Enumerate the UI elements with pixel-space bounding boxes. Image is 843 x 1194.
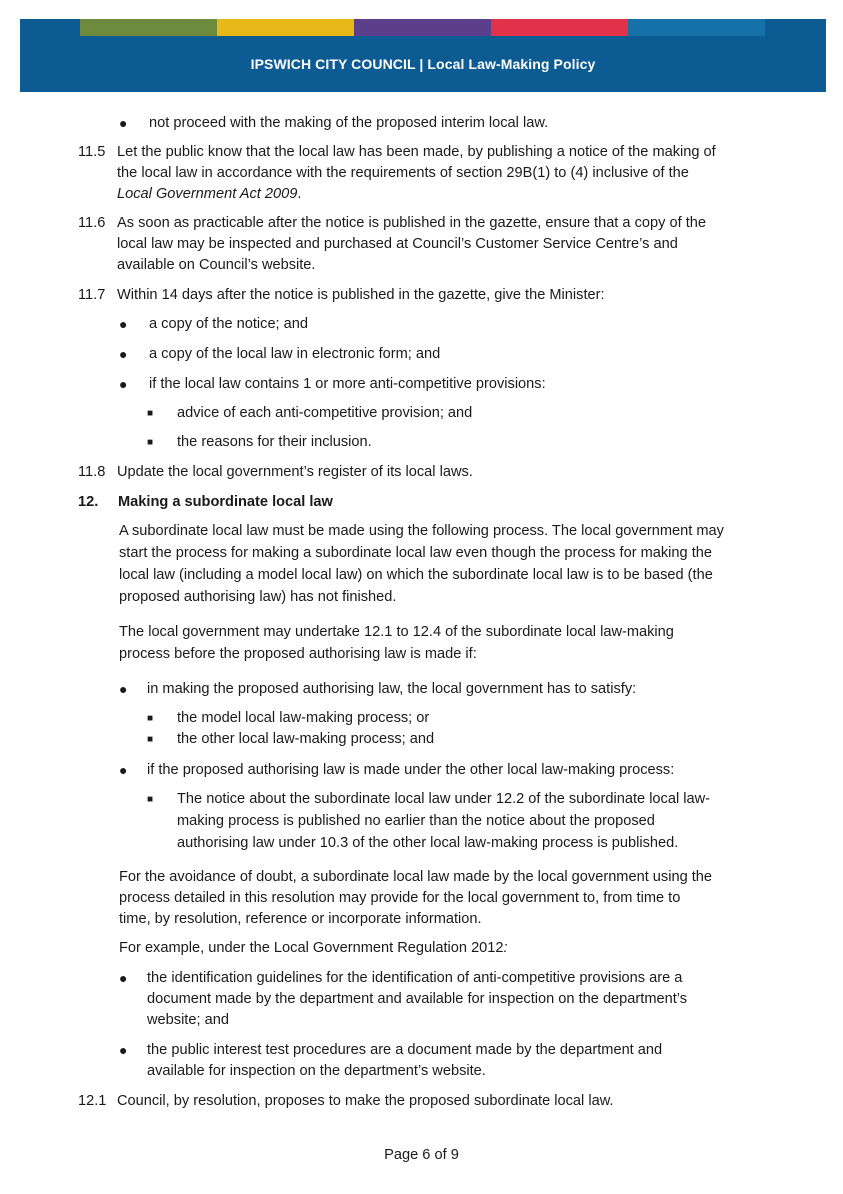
bullet-icon: ● <box>119 681 128 697</box>
header-strip-blue <box>628 19 765 36</box>
header-strip-red <box>491 19 628 36</box>
square-bullet-icon: ■ <box>147 734 154 745</box>
header-strip-olive <box>80 19 217 36</box>
page-number: Page 6 of 9 <box>384 1147 459 1163</box>
page-header <box>20 19 826 92</box>
square-bullet-icon: ■ <box>147 437 154 448</box>
bullet-icon: ● <box>119 115 128 131</box>
bullet-icon: ● <box>119 1042 128 1058</box>
bullet-icon: ● <box>119 376 128 392</box>
header-strip-yellow <box>217 19 354 36</box>
header-strip-purple <box>354 19 491 36</box>
bullet-icon: ● <box>119 346 128 362</box>
square-bullet-icon: ■ <box>147 713 154 724</box>
bullet-icon: ● <box>119 970 128 986</box>
square-bullet-icon: ■ <box>147 794 154 805</box>
bullet-icon: ● <box>119 762 128 778</box>
bullet-icon: ● <box>119 316 128 332</box>
square-bullet-icon: ■ <box>147 408 154 419</box>
header-title: IPSWICH CITY COUNCIL | Local Law-Making Policy <box>250 56 596 72</box>
